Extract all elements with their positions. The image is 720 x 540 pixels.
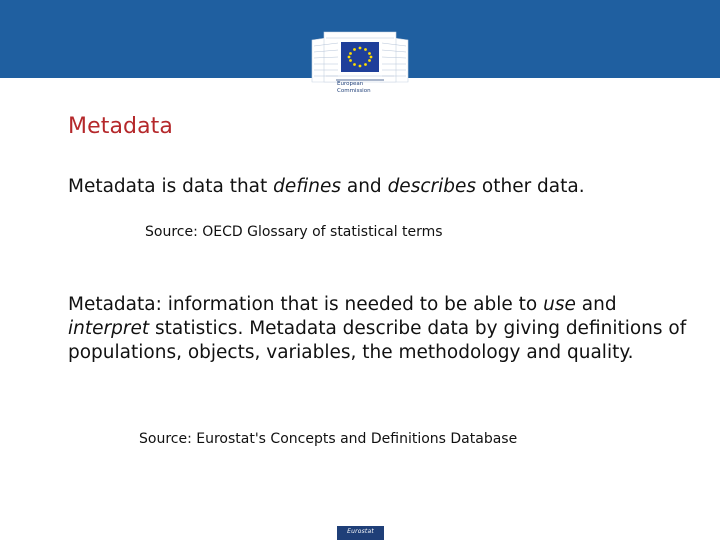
p2-emphasis-use: use xyxy=(543,294,576,315)
p2-text-2: and xyxy=(575,294,617,315)
p1-text-1: Metadata is data that xyxy=(68,176,274,197)
p1-emphasis-defines: defines xyxy=(273,176,341,197)
logo-caption-line1: European xyxy=(337,81,364,87)
p1-text-3: other data. xyxy=(476,176,585,197)
logo-caption xyxy=(337,81,397,95)
p2-text-3: statistics. Metadata describe data by giving definitions of populations, objects, variables, the methodology and quality. xyxy=(68,318,687,363)
definition-paragraph-1 xyxy=(68,175,688,199)
p2-emphasis-interpret: interpret xyxy=(68,318,150,339)
slide-title: Metadata xyxy=(68,114,173,139)
eurostat-badge-label: Eurostat xyxy=(347,528,374,535)
p2-text-1: Metadata: information that is needed to be able to xyxy=(68,294,544,315)
source-citation-1: Source: OECD Glossary of statistical terms xyxy=(145,224,443,240)
definition-paragraph-2 xyxy=(68,293,688,365)
p1-emphasis-describes: describes xyxy=(387,176,477,197)
logo-caption-line2: Commission xyxy=(337,88,371,94)
p1-text-2: and xyxy=(340,176,388,197)
source-citation-2: Source: Eurostat's Concepts and Definitions Database xyxy=(139,431,518,447)
